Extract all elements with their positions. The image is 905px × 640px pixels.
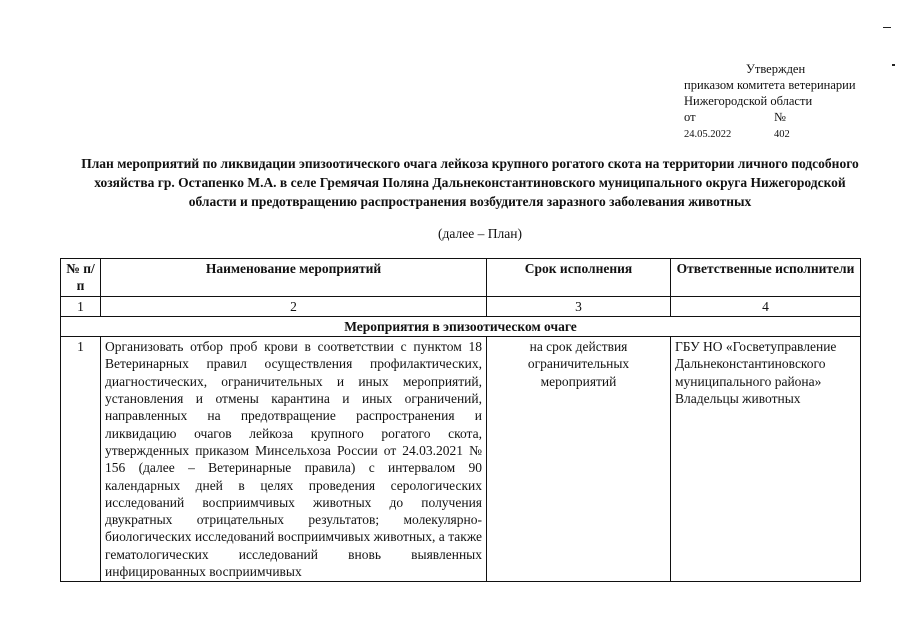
section-title: Мероприятия в эпизоотическом очаге xyxy=(61,316,861,336)
column-numbers-row xyxy=(61,296,861,316)
approval-from-label: от xyxy=(684,110,696,124)
table-header-row xyxy=(61,259,861,297)
approval-number: 402 xyxy=(774,129,790,140)
approval-date-row xyxy=(684,127,899,143)
scan-mark xyxy=(883,27,891,28)
document-subtitle: (далее – План) xyxy=(438,226,522,241)
approval-title: Утвержден xyxy=(746,62,806,76)
section-row xyxy=(61,316,861,336)
column-number-4: 4 xyxy=(671,296,861,316)
approval-stamp xyxy=(684,61,899,143)
approval-date: 24.05.2022 xyxy=(684,129,732,140)
column-number-3: 3 xyxy=(487,296,671,316)
plan-table xyxy=(60,258,861,582)
document-title: План мероприятий по ликвидации эпизоотического очага лейкоза крупного рогатого скота на территории личного подсобного хозяйства гр. Остапенко М.А. в селе Гремячая Поляна Дальнеконстантиновского муниципального округа Нижегородской области и предотвращению распространения возбудителя заразного заболевания животных xyxy=(81,156,859,209)
header-number: № п/п xyxy=(61,259,101,297)
approval-line-2: Нижегородской области xyxy=(684,94,813,108)
table-row xyxy=(61,337,861,582)
approval-line-1: приказом комитета ветеринарии xyxy=(684,78,856,92)
header-deadline: Срок исполнения xyxy=(487,259,671,297)
header-responsible: Ответственные исполнители xyxy=(671,259,861,297)
row-deadline: на срок действия ограничительных мероприятий xyxy=(487,337,671,582)
header-name: Наименование мероприятий xyxy=(101,259,487,297)
column-number-2: 2 xyxy=(101,296,487,316)
row-number: 1 xyxy=(61,337,101,582)
column-number-1: 1 xyxy=(61,296,101,316)
approval-from-row xyxy=(684,109,899,125)
row-responsible: ГБУ НО «Госветуправление Дальнеконстантиновского муниципального района» Владельцы животных xyxy=(671,337,861,582)
approval-number-label: № xyxy=(774,110,786,124)
row-measure-name: Организовать отбор проб крови в соответствии с пунктом 18 Ветеринарных правил осуществления профилактических, диагностических, ограничительных и иных мероприятий, установления и отмены карантина и иных ограничений, направленных на предотвращение распространения и ликвидацию очагов лейкоза крупного рогатого скота, утвержденных приказом Минсельхоза России от 24.03.2021 № 156 (далее – Ветеринарные правила) с интервалом 90 календарных дней в целях проведения серологических исследований восприимчивых животных до получения двукратных отрицательных результатов; молекулярно-биологических исследований восприимчивых животных, а также гематологических исследований вновь выявленных инфицированных восприимчивых xyxy=(101,337,487,582)
